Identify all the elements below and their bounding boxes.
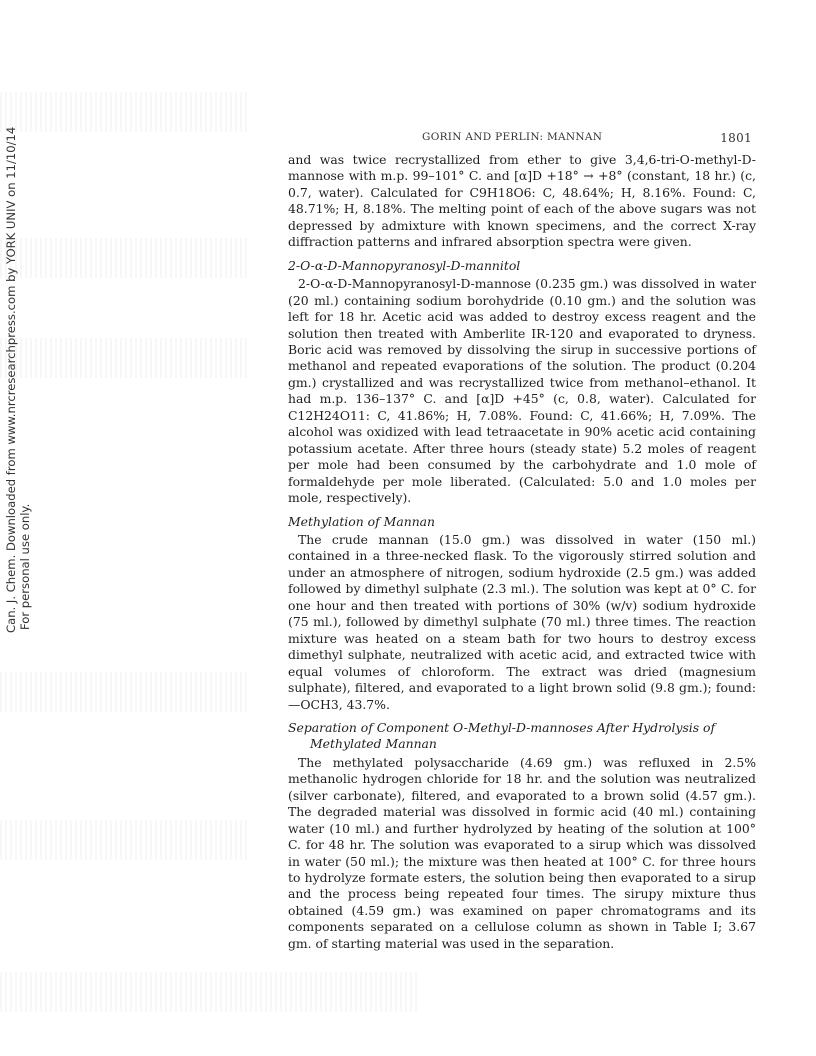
section-heading-methylation: Methylation of Mannan [288,513,436,529]
scan-smudge [0,672,250,712]
paragraph-continuation: and was twice recrystallized from ether to give 3,4,6-tri-O-methyl-D-mannose with m.p. 99–101° C. and [α]D +18° → +8° (constant, 18 hr.) (c, 0.7, water). Calculated for C9H18O6: C, 48.64%; H, 8.16%. Found: C, 48.71%; H, 8.18%. The melting point of each of the above sugars was not depressed by admixture with known specimens, and the correct X-ray diffraction patterns and infrared absorption spectra were given. [288,152,756,250]
paragraph-mannitol: 2-O-α-D-Mannopyranosyl-D-mannose (0.235 gm.) was dissolved in water (20 ml.) containing sodium borohydride (0.10 gm.) and the solution was left for 18 hr. Acetic acid was added to destroy excess reagent and the solution then treated with Amberlite IR-120 and evaporated to dryness. Boric acid was removed by dissolving the sirup in successive portions of methanol and repeated evaporations of the solution. The product (0.204 gm.) crystallized and was recrystallized twice from methanol–ethanol. It had m.p. 136–137° C. and [α]D +45° (c, 0.8, water). Calculated for C12H24O11: C, 41.86%; H, 7.08%. Found: C, 41.66%; H, 7.09%. The alcohol was oxidized with lead tetraacetate in 90% acetic acid containing potassium acetate. After three hours (steady state) 5.2 moles of reagent per mole had been consumed by the carbohydrate and 1.0 mole of formaldehyde per mole liberated. (Calculated: 5.0 and 1.0 moles per mole, respectively). [288,276,756,506]
page-number: 1801 [720,131,752,145]
scan-smudge [0,972,420,1012]
scan-smudge [0,338,250,378]
running-title: GORIN AND PERLIN: MANNAN [422,131,603,143]
scan-smudge [0,820,250,860]
section-heading-separation: Separation of Component O-Methyl-D-mannoses After Hydrolysis of Methylated Mannan [288,719,716,752]
scan-smudge [0,238,250,278]
section-heading-mannitol: 2-O-α-D-Mannopyranosyl-D-mannitol [288,257,521,273]
paragraph-methylation: The crude mannan (15.0 gm.) was dissolved in water (150 ml.) contained in a three-necked flask. To the vigorously stirred solution and under an atmosphere of nitrogen, sodium hydroxide (2.5 gm.) was added followed by dimethyl sulphate (2.3 ml.). The solution was kept at 0° C. for one hour and then treated with portions of 30% (w/v) sodium hydroxide (75 ml.), followed by dimethyl sulphate (70 ml.) three times. The reaction mixture was heated on a steam bath for two hours to destroy excess dimethyl sulphate, neutralized with acetic acid, and extracted twice with equal volumes of chloroform. The extract was dried (magnesium sulphate), filtered, and evaporated to a light brown solid (9.8 gm.); found: —OCH3, 43.7%. [288,531,756,712]
paragraph-separation: The methylated polysaccharide (4.69 gm.) was refluxed in 2.5% methanolic hydrogen chloride for 18 hr. and the solution was neutralized (silver carbonate), filtered, and evaporated to a brown solid (4.57 gm.). The degraded material was dissolved in formic acid (40 ml.) containing water (10 ml.) and further hydrolyzed by heating of the solution at 100° C. for 48 hr. The solution was evaporated to a sirup which was dissolved in water (50 ml.); the mixture was then heated at 100° C. for three hours to hydrolyze formate esters, the solution being then evaporated to a sirup and the process being repeated four times. The sirupy mixture thus obtained (4.59 gm.) was examined on paper chromatograms and its components separated on a cellulose column as shown in Table I; 3.67 gm. of starting material was used in the separation. [288,754,756,951]
scan-smudge [0,92,250,132]
download-watermark [0,100,36,920]
running-header [288,131,756,147]
watermark-line-source: Can. J. Chem. Downloaded from www.nrcresearchpress.com by YORK UNIV on 11/10/14 [4,126,18,633]
watermark-line-use: For personal use only. [18,503,32,630]
text-column [288,152,756,952]
